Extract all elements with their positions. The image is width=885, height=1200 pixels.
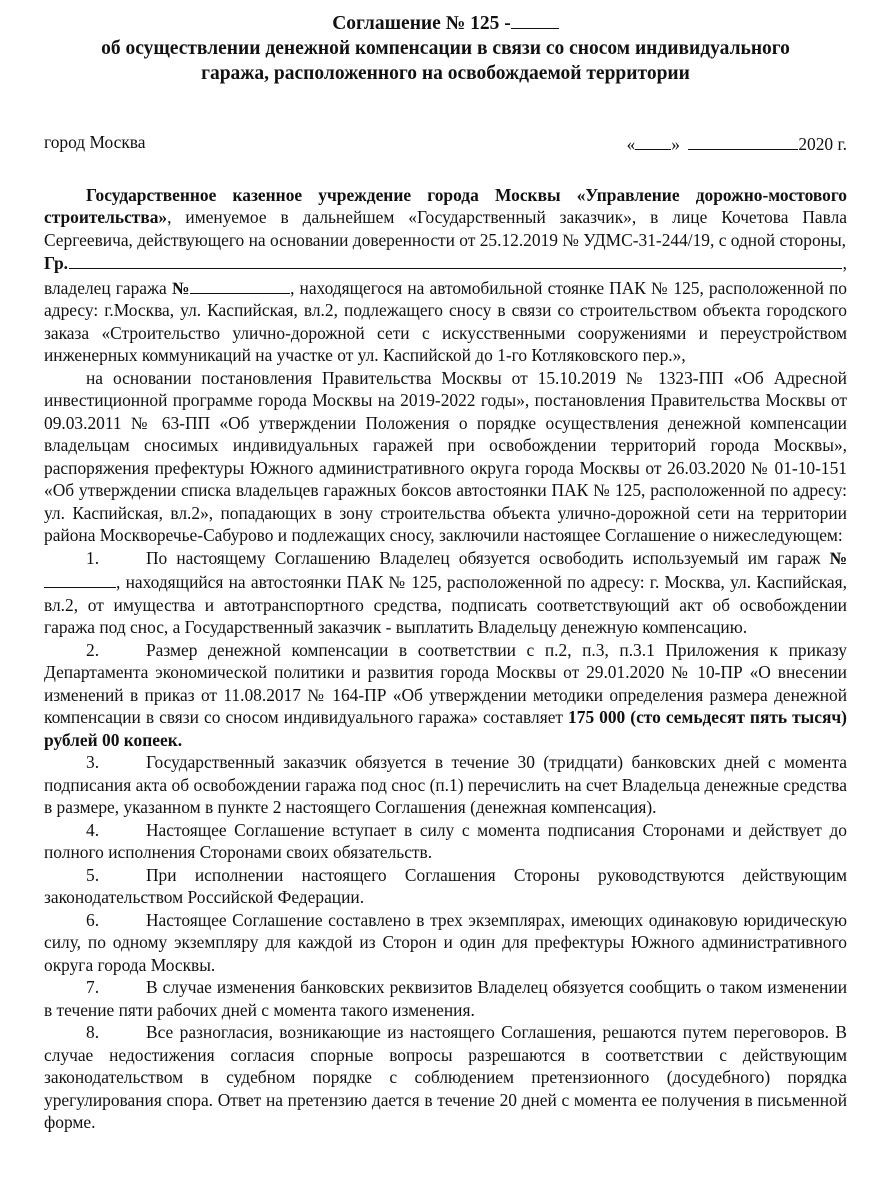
city: город Москва (44, 132, 146, 152)
date (627, 131, 847, 156)
document-subtitle-2: гаража, расположенного на освобождаемой территории (201, 63, 690, 84)
owner-rest: , находящегося на автомобильной стоянке ПАК № 125, расположенной по адресу: г.Москва, ул. Каспийская, вл.2, подлежащего сносу в связи со строительством объекта городского заказа «Строительство улично-дорожной сети с искусственными сооружениями и переустройством инженерных коммуникаций на участке от ул. Каспийской до 1-го Котляковского пер.», (44, 277, 847, 365)
owner-number-label: № (171, 277, 191, 298)
clause-6 (44, 909, 847, 977)
clause-text: Государственный заказчик обязуется в течение 30 (тридцати) банковских дней с момента подписания акта об освобождении гаража под снос (п.1) перечислить на счет Владельца денежные средства в размере, указанном в пункте 2 настоящего Соглашения (денежная компенсация). (44, 752, 847, 817)
quote-close: » (671, 134, 680, 154)
clause-text: По настоящему Соглашению Владелец обязуется освободить используемый им гараж (146, 547, 830, 568)
clause-text: , находящийся на автостоянки ПАК № 125, расположенной по адресу: г. Москва, ул. Каспийская, вл.2, от имущества и автотранспортного средства, подписать соответствующий акт об освобождении гаража под снос, а Государственный заказчик - выплатить Владельцу денежную компенсацию. (44, 572, 847, 637)
clause-number: 2. (86, 639, 100, 660)
citizen-label: Гр. (44, 253, 68, 273)
year: 2020 г. (798, 134, 847, 154)
clause-5 (44, 864, 847, 909)
owner-paragraph (44, 275, 847, 367)
clause-number: 8. (86, 1022, 100, 1042)
month-blank[interactable] (688, 131, 798, 150)
clause-7 (44, 976, 847, 1021)
citizen-end: , (842, 253, 847, 273)
place-date-line (44, 131, 847, 156)
document-subtitle-1: об осуществлении денежной компенсации в связи со сносом индивидуального (101, 38, 790, 59)
clause-text: Все разногласия, возникающие из настоящего Соглашения, решаются путем переговоров. В случае недостижения согласия спорные вопросы разрешаются в соответствии с действующим законодательством в судебном порядке с соблюдением претензионного (досудебного) порядка урегулирования спора. Ответ на претензию дается в течение 20 дней с момента ее получения в письменной форме. (44, 1022, 847, 1132)
citizen-name-blank[interactable] (69, 251, 842, 269)
clause-4 (44, 819, 847, 864)
clause-number: 4. (86, 819, 100, 840)
clause-text: Размер денежной компенсации в соответствии с п.2, п.3, п.3.1 Приложения к приказу Департамента экономической политики и развития города Москвы от 29.01.2020 № 10-ПР «О внесении изменений в приказ от 11.08.2017 № 164-ПР «Об утверждении методики определения размера денежной компенсации в связи со сносом индивидуального гаража» составляет (44, 639, 847, 727)
party-rest: , именуемое в дальнейшем «Государственный заказчик», в лице Кочетова Павла Сергеевича, действующего на основании доверенности от 25.12.2019 № УДМС-31-244/19, с одной стороны, (44, 207, 847, 250)
clause-text: Настоящее Соглашение вступает в силу с момента подписания Сторонами и действует до полного исполнения Сторонами своих обязательств. (44, 819, 847, 862)
garage-number-blank[interactable] (190, 275, 290, 294)
document-title (44, 10, 847, 36)
owner-prefix: владелец гаража (44, 277, 172, 298)
compensation-amount: 175 000 (сто семьдесят пять тысяч) рублей 00 копеек. (44, 707, 847, 750)
clause-3 (44, 751, 847, 819)
garage-number-label: № (829, 547, 847, 568)
clause-number: 1. (86, 547, 100, 568)
quote-open: « (626, 134, 636, 154)
party-name: Государственное казенное учреждение города Москвы «Управление дорожно-мостового строительства» (44, 184, 847, 227)
clause-1 (44, 547, 847, 639)
intro-paragraph (44, 184, 847, 252)
clause-8 (44, 1021, 847, 1134)
clause-number: 7. (86, 977, 100, 997)
clause-garage-number-blank[interactable] (44, 569, 116, 588)
clause-2 (44, 639, 847, 752)
clause-number: 6. (86, 909, 100, 930)
day-blank[interactable] (635, 131, 671, 150)
clause-text: Настоящее Соглашение составлено в трех экземплярах, имеющих одинаковую юридическую силу, по одному экземпляру для каждой из Сторон и один для префектуры Южного административного округа города Москвы. (44, 909, 847, 975)
clause-text: В случае изменения банковских реквизитов Владелец обязуется сообщить о таком изменении в течение пяти рабочих дней с момента такого изменения. (44, 977, 847, 1020)
basis-paragraph: на основании постановления Правительства Москвы от 15.10.2019 № 1323-ПП «Об Адресной инвестиционной программе города Москвы на 2019-2022 годы», постановления Правительства Москвы от 09.03.2011 № 63-ПП «Об утверждении Положения о порядке осуществления денежной компенсации владельцам сносимых индивидуальных гаражей при освобождении территорий города Москвы», распоряжения префектуры Южного административного округа города Москвы от 26.03.2020 № 01-10-151 «Об утверждении списка владельцев гаражных боксов автостоянки ПАК № 125, расположенной по адресу: ул. Каспийская, вл.2», попадающих в зону строительства объекта улично-дорожной сети на территории района Москворечье-Сабурово и подлежащих сносу, заключили настоящее Соглашение о нижеследующем: (44, 367, 847, 545)
agreement-number-blank[interactable] (511, 10, 559, 29)
citizen-line (44, 251, 847, 275)
clause-text: При исполнении настоящего Соглашения Стороны руководствуются действующим законодательством Российской Федерации. (44, 864, 847, 907)
title-text: Соглашение № 125 - (332, 13, 511, 34)
clause-number: 3. (86, 752, 100, 772)
clause-number: 5. (86, 864, 100, 885)
